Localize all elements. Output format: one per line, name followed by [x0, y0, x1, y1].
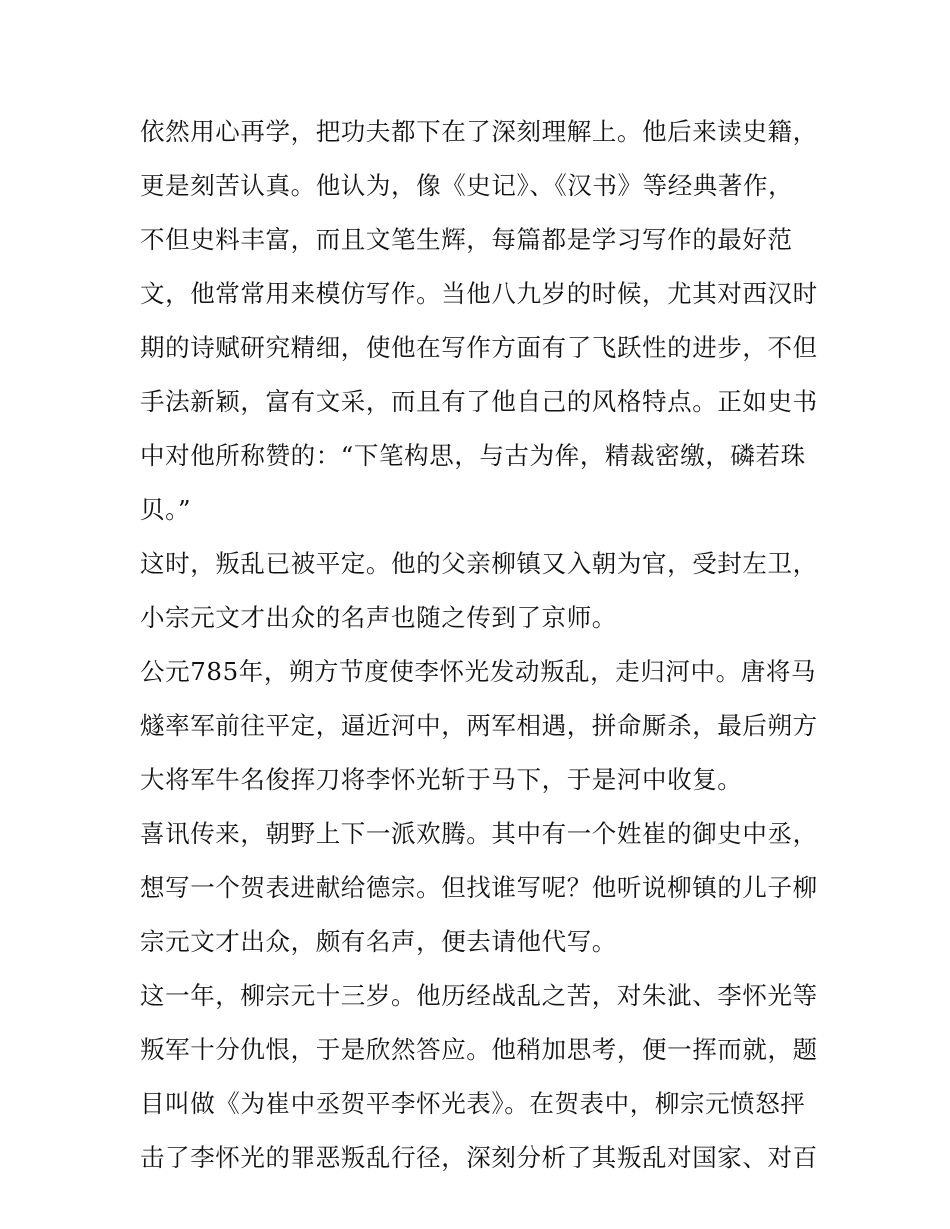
- text-line: 文，他常常用来模仿写作。当他八九岁的时候，尤其对西汉时: [140, 279, 818, 308]
- text-line: 小宗元文才出众的名声也随之传到了京师。: [140, 603, 617, 632]
- text-line: 贝。”: [140, 495, 192, 524]
- text-line: 喜讯传来，朝野上下一派欢腾。其中有一个姓崔的御史中丞，: [140, 819, 818, 848]
- text-line: 宗元文才出众，颇有名声，便去请他代写。: [140, 927, 617, 956]
- text-line: 公元785年，朔方节度使李怀光发动叛乱，走归河中。唐将马: [140, 657, 817, 686]
- text-line: 叛军十分仇恨，于是欣然答应。他稍加思考，便一挥而就，题: [140, 1035, 818, 1064]
- text-line: 燧率军前往平定，逼近河中，两军相遇，拼命厮杀，最后朔方: [140, 711, 818, 740]
- body-text: [140, 105, 820, 1185]
- text-line: 更是刻苦认真。他认为，像《史记》、《汉书》等经典著作，: [140, 171, 794, 200]
- text-line: 依然用心再学，把功夫都下在了深刻理解上。他后来读史籍，: [140, 117, 818, 146]
- text-line: 不但史料丰富，而且文笔生辉，每篇都是学习写作的最好范: [140, 225, 793, 254]
- text-line: 这一年，柳宗元十三岁。他历经战乱之苦，对朱泚、李怀光等: [140, 981, 818, 1010]
- text-line: 想写一个贺表进献给德宗。但找谁写呢？他听说柳镇的儿子柳: [140, 873, 818, 902]
- text-line: 手法新颖，富有文采，而且有了他自己的风格特点。正如史书: [140, 387, 818, 416]
- text-line: 击了李怀光的罪恶叛乱行径，深刻分析了其叛乱对国家、对百: [140, 1143, 818, 1172]
- text-line: 这时，叛乱已被平定。他的父亲柳镇又入朝为官，受封左卫，: [140, 549, 818, 578]
- text-line: 中对他所称赞的：“下笔构思，与古为侔，精裁密缴，磷若珠: [140, 441, 806, 470]
- text-line: 大将军牛名俊挥刀将李怀光斩于马下，于是河中收复。: [140, 765, 743, 794]
- text-line: 目叫做《为崔中丞贺平李怀光表》。在贺表中，柳宗元愤怒抨: [140, 1089, 806, 1118]
- text-line: 期的诗赋研究精细，使他在写作方面有了飞跃性的进步，不但: [140, 333, 818, 362]
